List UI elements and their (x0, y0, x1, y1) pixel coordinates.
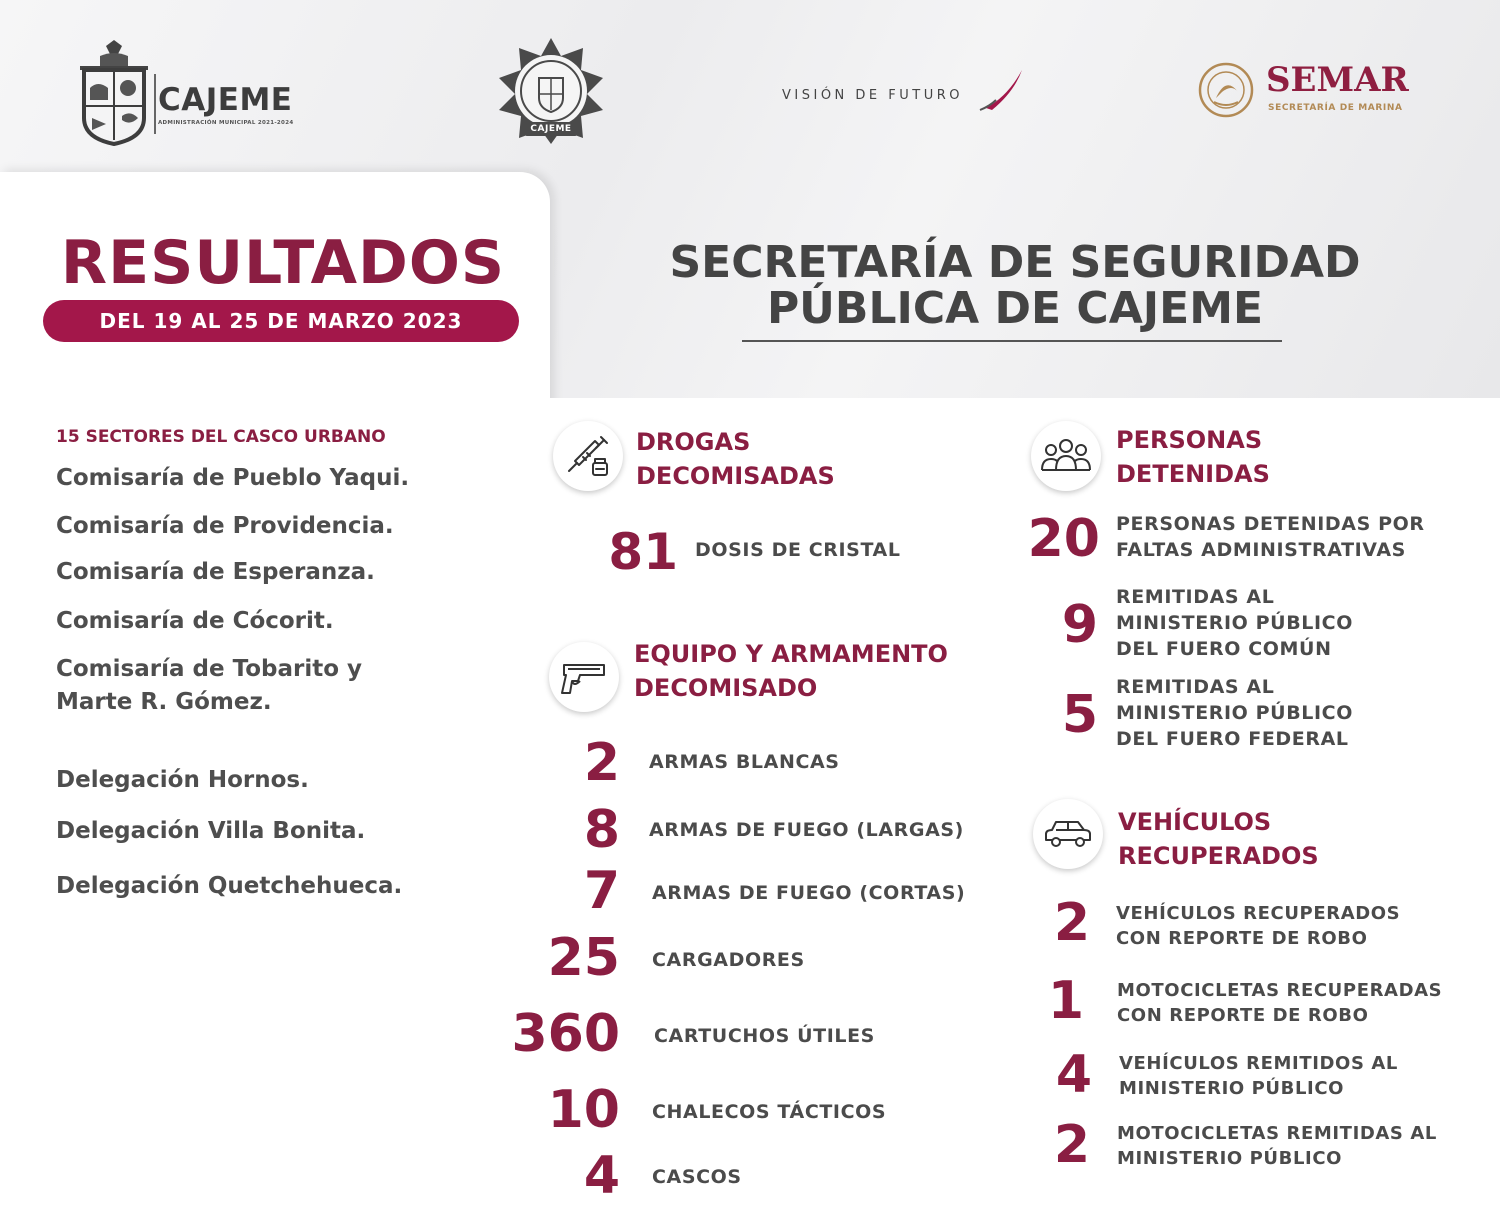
equipo-icon-circle (549, 642, 619, 712)
location-item: Comisaría de Esperanza. (56, 559, 375, 585)
equipo-value: 7 (583, 861, 620, 921)
cajeme-logo (78, 40, 328, 146)
equipo-label: CARTUCHOS ÚTILES (654, 1025, 875, 1047)
vision-text: VISIÓN DE FUTURO (782, 88, 963, 103)
equipo-heading-line2: DECOMISADO (634, 674, 818, 702)
location-item: Comisaría de Tobarito y (56, 656, 363, 682)
personas-label-line: FALTAS ADMINISTRATIVAS (1116, 539, 1406, 561)
vehiculos-label (1119, 1051, 1398, 1101)
semar-subtitle: SECRETARÍA DE MARINA (1268, 103, 1403, 113)
drogas-heading (636, 425, 835, 493)
vehiculos-value: 4 (1055, 1045, 1092, 1105)
vehiculos-label (1117, 1121, 1437, 1171)
vehiculos-heading-line2: RECUPERADOS (1118, 842, 1319, 870)
personas-label (1116, 511, 1425, 563)
personas-label-line: DEL FUERO FEDERAL (1116, 728, 1349, 750)
personas-label-line: REMITIDAS AL (1116, 676, 1275, 698)
vehiculos-label-line: CON REPORTE DE ROBO (1116, 928, 1368, 949)
equipo-label: ARMAS DE FUEGO (CORTAS) (652, 882, 966, 904)
semar-logo (1198, 60, 1438, 120)
car-icon (1042, 818, 1094, 850)
personas-heading-line1: PERSONAS (1116, 426, 1263, 454)
personas-label (1116, 674, 1353, 752)
drogas-heading-line1: DROGAS (636, 428, 751, 456)
vehiculos-label-line: CON REPORTE DE ROBO (1117, 1005, 1369, 1026)
cajeme-subtitle: ADMINISTRACIÓN MUNICIPAL 2021-2024 (158, 120, 294, 126)
vehiculos-label-line: MOTOCICLETAS RECUPERADAS (1117, 980, 1443, 1001)
personas-icon-circle (1031, 421, 1101, 491)
personas-label-line: REMITIDAS AL (1116, 586, 1275, 608)
equipo-label: CHALECOS TÁCTICOS (652, 1101, 887, 1123)
equipo-label: CARGADORES (652, 949, 805, 971)
equipo-value: 360 (511, 1004, 620, 1064)
swoosh-icon (978, 66, 1038, 116)
vehiculos-label-line: MINISTERIO PÚBLICO (1119, 1078, 1345, 1099)
location-item: Delegación Quetchehueca. (56, 873, 403, 899)
equipo-value: 25 (547, 928, 620, 988)
personas-value: 9 (1061, 595, 1098, 655)
badge-label: CAJEME (530, 124, 572, 134)
equipo-value: 8 (583, 800, 620, 860)
vehiculos-label-line: MOTOCICLETAS REMITIDAS AL (1117, 1123, 1437, 1144)
vision-de-futuro-logo (782, 66, 1032, 116)
location-item: Comisaría de Pueblo Yaqui. (56, 465, 410, 491)
drogas-icon-circle (553, 421, 623, 491)
results-title: RESULTADOS (60, 228, 506, 298)
syringe-icon (565, 433, 611, 479)
drogas-label: DOSIS DE CRISTAL (695, 539, 901, 561)
personas-label (1116, 584, 1353, 662)
vehiculos-value: 2 (1053, 893, 1090, 953)
location-item: Delegación Villa Bonita. (56, 818, 366, 844)
divider (154, 74, 156, 134)
pistol-icon (560, 657, 608, 697)
personas-label-line: MINISTERIO PÚBLICO (1116, 612, 1353, 634)
personas-heading-line2: DETENIDAS (1116, 460, 1270, 488)
cajeme-name: CAJEME (158, 82, 293, 118)
equipo-value: 10 (547, 1080, 620, 1140)
personas-value: 20 (1027, 509, 1100, 569)
vehiculos-heading-line1: VEHÍCULOS (1118, 808, 1272, 836)
vehiculos-heading (1118, 805, 1319, 873)
personas-heading (1116, 423, 1270, 491)
vehiculos-label-line: VEHÍCULOS REMITIDOS AL (1119, 1053, 1398, 1074)
equipo-heading (634, 637, 948, 705)
location-item: Delegación Hornos. (56, 767, 309, 793)
equipo-heading-line1: EQUIPO Y ARMAMENTO (634, 640, 948, 668)
vehiculos-label-line: VEHÍCULOS RECUPERADOS (1116, 903, 1401, 924)
cajeme-shield-icon (78, 40, 150, 146)
secretaria-title-line1: SECRETARÍA DE SEGURIDAD (669, 237, 1361, 288)
people-group-icon (1040, 436, 1092, 476)
equipo-value: 4 (583, 1146, 620, 1206)
drogas-value: 81 (608, 523, 678, 581)
vehiculos-label (1116, 901, 1400, 951)
vehiculos-icon-circle (1033, 799, 1103, 869)
location-item: Comisaría de Cócorit. (56, 608, 334, 634)
equipo-label: CASCOS (652, 1166, 742, 1188)
equipo-label: ARMAS DE FUEGO (LARGAS) (649, 819, 964, 841)
drogas-heading-line2: DECOMISADAS (636, 462, 835, 490)
location-item: Marte R. Gómez. (56, 689, 272, 715)
sectors-heading: 15 SECTORES DEL CASCO URBANO (56, 427, 386, 447)
equipo-label: ARMAS BLANCAS (649, 751, 840, 773)
title-underline (742, 340, 1282, 342)
vehiculos-label-line: MINISTERIO PÚBLICO (1117, 1148, 1343, 1169)
personas-label-line: MINISTERIO PÚBLICO (1116, 702, 1353, 724)
personas-label-line: PERSONAS DETENIDAS POR (1116, 513, 1425, 535)
secretaria-title-line2: PÚBLICA DE CAJEME (766, 283, 1264, 334)
semar-name: SEMAR (1266, 60, 1409, 100)
personas-label-line: DEL FUERO COMÚN (1116, 638, 1332, 660)
personas-value: 5 (1061, 685, 1098, 745)
date-range-badge: DEL 19 AL 25 DE MARZO 2023 (43, 300, 519, 342)
vehiculos-label (1117, 978, 1442, 1028)
location-item: Comisaría de Providencia. (56, 513, 394, 539)
mexico-seal-icon (1198, 62, 1254, 118)
vehiculos-value: 1 (1047, 971, 1084, 1031)
equipo-value: 2 (583, 733, 620, 793)
vehiculos-value: 2 (1053, 1115, 1090, 1175)
police-badge-logo (495, 38, 607, 144)
secretaria-title (640, 237, 1390, 334)
